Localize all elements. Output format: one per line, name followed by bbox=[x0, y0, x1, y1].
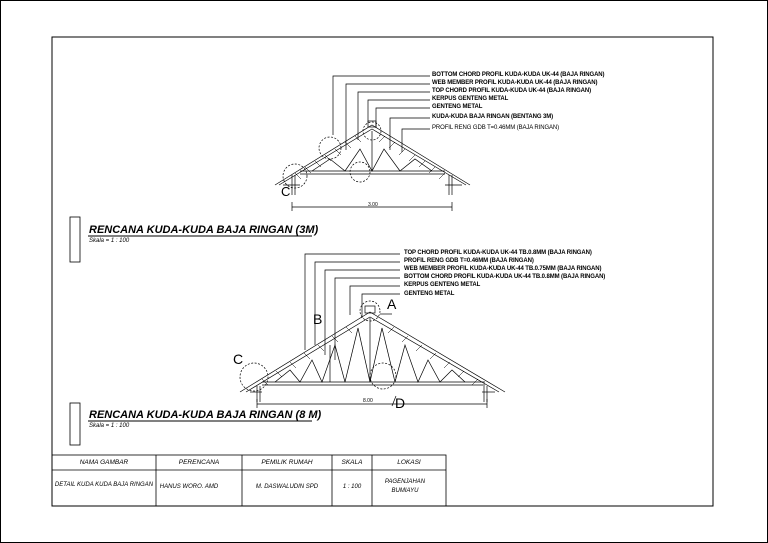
marker-a: A bbox=[387, 296, 397, 312]
dimension-3m: 3.00 bbox=[368, 202, 378, 208]
tb-value-nama-gambar: DETAIL KUDA KUDA BAJA RINGAN bbox=[54, 482, 154, 488]
callout-8m-kerpus: KERPUS GENTENG METAL bbox=[404, 282, 481, 288]
dimension-8m: 8.00 bbox=[363, 398, 373, 404]
title-bracket-8m bbox=[70, 403, 80, 445]
callout-3m-kerpus: KERPUS GENTENG METAL bbox=[432, 96, 509, 102]
tb-header-perencana: PERENCANA bbox=[178, 459, 220, 466]
tb-header-nama-gambar: NAMA GAMBAR bbox=[79, 459, 129, 466]
marker-c-8m: C bbox=[233, 351, 244, 367]
tb-value-pemilik-rumah: M. DASWALUDIN SPD bbox=[255, 484, 319, 490]
callout-3m-bottom-chord: BOTTOM CHORD PROFIL KUDA-KUDA UK-44 (BAJA RINGAN) bbox=[432, 72, 605, 78]
marker-b: B bbox=[313, 311, 323, 327]
callout-3m-web-member: WEB MEMBER PROFIL KUDA-KUDA UK-44 (BAJA RINGAN) bbox=[432, 80, 598, 86]
callout-3m-top-chord: TOP CHORD PROFIL KUDA-KUDA UK-44 (BAJA RINGAN) bbox=[432, 88, 591, 94]
marker-d: D bbox=[395, 395, 406, 411]
callout-8m-web-member: WEB MEMBER PROFIL KUDA-KUDA UK-44 TB.0.75MM (BAJA RINGAN) bbox=[404, 266, 602, 272]
tb-header-skala: SKALA bbox=[341, 459, 363, 466]
tb-value-lokasi: PAGENJAHAN BUMIAYU bbox=[384, 479, 426, 494]
marker-c-3m: C bbox=[281, 184, 291, 199]
tb-header-lokasi: LOKASI bbox=[397, 459, 421, 466]
scale-8m: Skala = 1 : 100 bbox=[89, 423, 130, 429]
callout-8m-genteng: GENTENG METAL bbox=[404, 291, 455, 297]
tb-header-pemilik-rumah: PEMILIK RUMAH bbox=[261, 459, 313, 466]
tb-value-perencana: HANUS WORO. AMD bbox=[159, 484, 219, 490]
callout-8m-top-chord: TOP CHORD PROFIL KUDA-KUDA UK-44 TB.0.8MM (BAJA RINGAN) bbox=[404, 250, 592, 256]
title-3m: RENCANA KUDA-KUDA BAJA RINGAN (3M) bbox=[89, 224, 319, 236]
title-8m: RENCANA KUDA-KUDA BAJA RINGAN (8 M) bbox=[89, 409, 322, 421]
inner-border bbox=[52, 37, 713, 506]
callout-3m-genteng: GENTENG METAL bbox=[432, 104, 483, 110]
tb-value-skala: 1 : 100 bbox=[342, 484, 362, 490]
callout-8m-profil-reng: PROFIL RENG GDB T=0.46MM (BAJA RINGAN) bbox=[404, 258, 534, 264]
callout-3m-profil-reng: PROFIL RENG GDB T=0.46MM (BAJA RINGAN) bbox=[432, 125, 560, 131]
title-bracket-3m bbox=[70, 217, 80, 262]
scale-3m: Skala = 1 : 100 bbox=[89, 238, 130, 244]
callout-3m-kuda-kuda: KUDA-KUDA BAJA RINGAN (BENTANG 3M) bbox=[432, 114, 554, 120]
callout-8m-bottom-chord: BOTTOM CHORD PROFIL KUDA-KUDA UK-44 TB.0.8MM (BAJA RINGAN) bbox=[404, 274, 606, 280]
